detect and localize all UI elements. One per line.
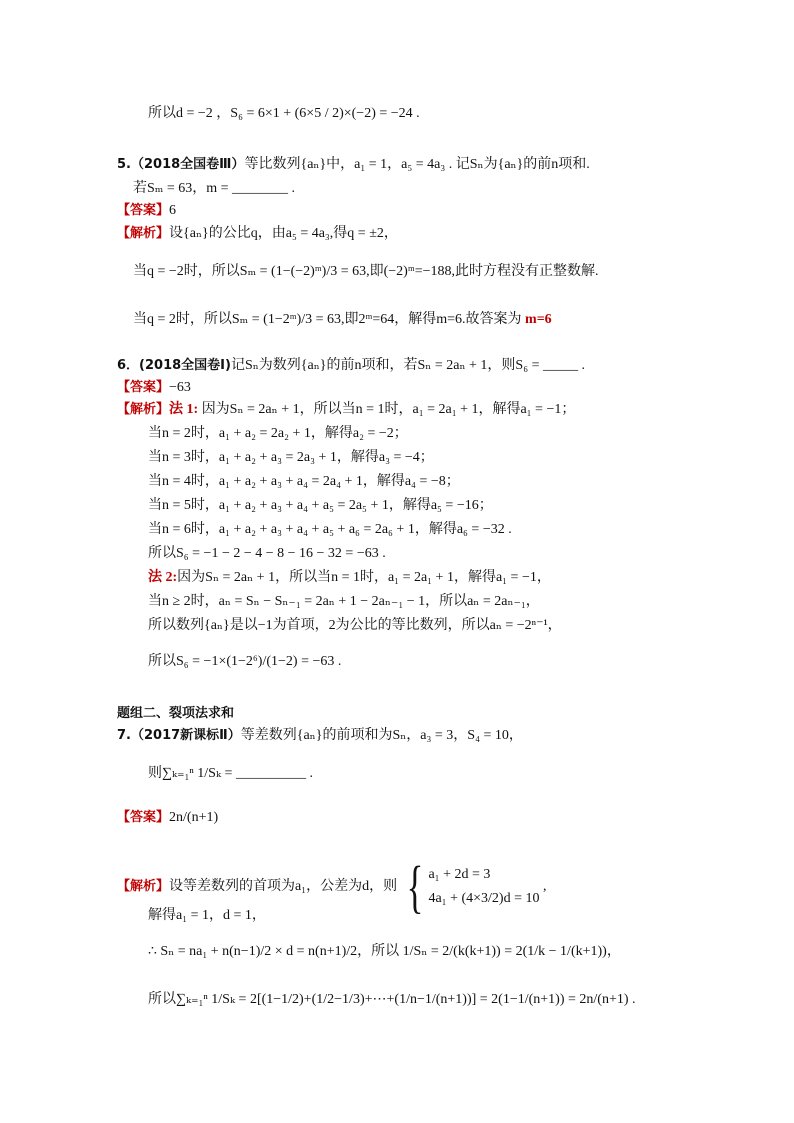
- q6-source: (2018全国卷Ⅰ): [139, 358, 231, 373]
- q7-stem-text: 等差数列{aₙ}的前项和为Sₙ，a₃ = 3，S₄ = 10，: [240, 728, 523, 743]
- q5-answer-value: 6: [169, 203, 177, 218]
- q6-method1-line0: 【解析】法 1: 因为Sₙ = 2aₙ + 1，所以当n = 1时，a₁ = 2a₁ + 1，解得a₁ = −1；: [117, 402, 576, 417]
- q6-stem-text: 记Sₙ为数列{aₙ}的前n项和，若Sₙ = 2aₙ + 1，则S₆ = _____ .: [230, 358, 585, 373]
- q5-final-answer: m=6: [525, 312, 552, 327]
- q6-m1-line4: 当n = 5时，a₁ + a₂ + a₃ + a₄ + a₅ = 2a₅ + 1，解得a₅ = −16；: [148, 498, 493, 513]
- q6-number: 6．: [117, 358, 140, 373]
- q7-source: （2017新课标Ⅱ）: [130, 728, 241, 743]
- q6-m1-line2: 当n = 3时，a₁ + a₂ + a₃ = 2a₃ + 1，解得a₃ = −4；: [148, 450, 434, 465]
- q6-stem: [117, 356, 585, 376]
- brace-icon: {: [406, 854, 423, 919]
- q7-analysis-3: ∴ Sₙ = na₁ + n(n−1)/2 × d = n(n+1)/2，所以 1/Sₙ = 2/(k(k+1)) = 2(1/k − 1/(k+1))，: [148, 944, 621, 959]
- q6-m1-line5: 当n = 6时，a₁ + a₂ + a₃ + a₄ + a₅ + a₆ = 2a₆ + 1，解得a₆ = −32 .: [148, 522, 512, 537]
- answer-tag: 【答案】: [117, 203, 170, 218]
- q6-m1-line3: 当n = 4时，a₁ + a₂ + a₃ + a₄ = 2a₄ + 1，解得a₄ = −8；: [148, 474, 460, 489]
- q7-analysis-2: 解得a₁ = 1，d = 1，: [148, 908, 266, 923]
- q5-answer: [117, 201, 176, 221]
- q7-stem-line2: 则∑ₖ₌₁ⁿ 1/Sₖ = __________ .: [148, 766, 313, 781]
- method1-label: 法 1:: [169, 402, 199, 417]
- q7-answer: 【答案】2n/(n+1): [117, 810, 219, 825]
- q5-analysis-1: 【解析】设{aₙ}的公比q，由a₅ = 4a₃,得q = ±2，: [117, 226, 398, 241]
- q6-answer: 【答案】−63: [117, 380, 191, 395]
- analysis-tag: 【解析】: [117, 226, 170, 241]
- method2-label: 法 2:: [148, 570, 178, 585]
- equation-system: a₁ + 2d = 3 4a₁ + (4×3/2)d = 10: [428, 867, 540, 906]
- q6-m1-line1: 当n = 2时，a₁ + a₂ = 2a₂ + 1，解得a₂ = −2；: [148, 426, 408, 441]
- q7-number: 7.: [117, 728, 131, 743]
- q7-analysis-4: 所以∑ₖ₌₁ⁿ 1/Sₖ = 2[(1−1/2)+(1/2−1/3)+⋯+(1/n−1/(n+1))] = 2(1−1/(n+1)) = 2n/(n+1) .: [148, 992, 636, 1007]
- q5-source: （2018全国卷Ⅲ）: [130, 157, 245, 172]
- q6-m1-line6: 所以S₆ = −1 − 2 − 4 − 8 − 16 − 32 = −63 .: [148, 546, 386, 561]
- q7-answer-value: 2n/(n+1): [169, 810, 219, 825]
- group2-title: 题组二、裂项法求和: [117, 706, 235, 721]
- q5-stem-line2: 若Sₘ = 63，m = ________ .: [133, 181, 296, 196]
- q5-number: 5.: [117, 157, 131, 172]
- q5-analysis-3: 当q = 2时，所以Sₘ = (1−2ᵐ)/3 = 63,即2ᵐ=64，解得m=6.故答案为 m=6: [133, 312, 552, 327]
- q5-analysis-2: 当q = −2时，所以Sₘ = (1−(−2)ᵐ)/3 = 63,即(−2)ᵐ=−188,此时方程没有正整数解.: [133, 264, 599, 279]
- q5-stem-text: 等比数列{aₙ}中，a₁ = 1，a₅ = 4a₃ . 记Sₙ为{aₙ}的前n项和.: [244, 157, 590, 172]
- q6-m2-line1: 当n ≥ 2时，aₙ = Sₙ − Sₙ₋₁ = 2aₙ + 1 − 2aₙ₋₁ − 1，所以aₙ = 2aₙ₋₁，: [148, 594, 540, 609]
- q7-analysis-1: 【解析】设等差数列的首项为a₁，公差为d，则 { a₁ + 2d = 3 4a₁ + (4×3/2)d = 10 ,: [117, 854, 547, 919]
- q5-stem: [117, 155, 590, 175]
- q6-method2-line0: 法 2:因为Sₙ = 2aₙ + 1，所以当n = 1时，a₁ = 2a₁ + 1，解得a₁ = −1，: [148, 570, 551, 585]
- q7-stem: [117, 726, 523, 746]
- q6-m2-line3: 所以S₆ = −1×(1−2⁶)/(1−2) = −63 .: [148, 654, 342, 669]
- q6-m2-line2: 所以数列{aₙ}是以−1为首项，2为公比的等比数列，所以aₙ = −2ⁿ⁻¹，: [148, 618, 562, 633]
- prev-solution-line: 所以d = −2 ，S₆ = 6×1 + (6×5 / 2)×(−2) = −24 .: [148, 106, 420, 121]
